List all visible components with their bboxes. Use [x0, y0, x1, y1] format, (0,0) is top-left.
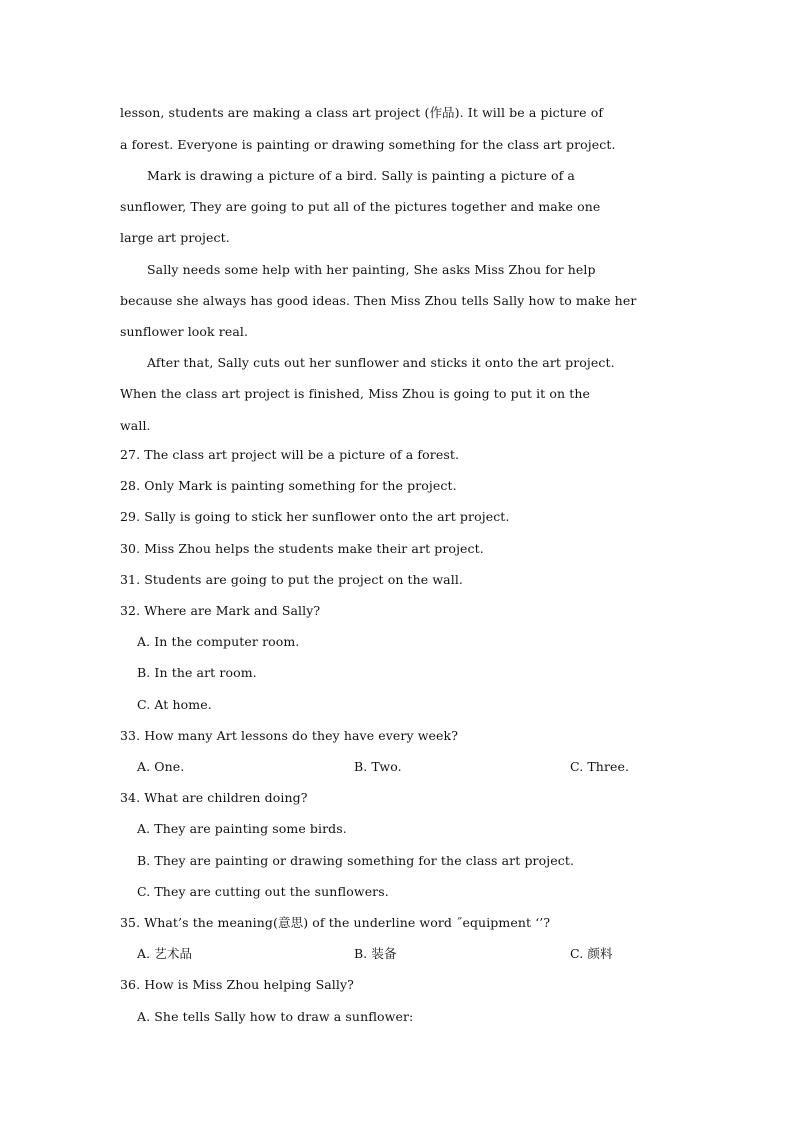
passage-line: sunflower look real. [120, 324, 249, 339]
option-b: B. Two. [354, 759, 402, 774]
option-a: A. She tells Sally how to draw a sunflower: [137, 1009, 414, 1024]
passage-line: When the class art project is finished, Miss Zhou is going to put it on the [120, 386, 590, 401]
passage-line: Sally needs some help with her painting, She asks Miss Zhou for help [147, 262, 596, 277]
statement-30: 30. Miss Zhou helps the students make their art project. [120, 541, 484, 556]
question-text: 33. How many Art lessons do they have every week? [120, 728, 459, 743]
option-b: B. 装备 [354, 946, 397, 961]
passage-line: After that, Sally cuts out her sunflower and sticks it onto the art project. [147, 355, 615, 370]
passage-line: because she always has good ideas. Then Miss Zhou tells Sally how to make her [120, 293, 637, 308]
option-c: C. At home. [137, 697, 212, 712]
option-a: A. In the computer room. [137, 634, 300, 649]
passage-line: Mark is drawing a picture of a bird. Sally is painting a picture of a [147, 168, 575, 183]
option-a: A. They are painting some birds. [137, 821, 347, 836]
option-c: C. They are cutting out the sunflowers. [137, 884, 389, 899]
passage-line: sunflower, They are going to put all of the pictures together and make one [120, 199, 601, 214]
statement-27: 27. The class art project will be a picture of a forest. [120, 447, 460, 462]
question-text: 36. How is Miss Zhou helping Sally? [120, 977, 354, 992]
passage-line: wall. [120, 418, 151, 433]
question-text: 34. What are children doing? [120, 790, 308, 805]
statement-29: 29. Sally is going to stick her sunflower onto the art project. [120, 509, 510, 524]
statement-28: 28. Only Mark is painting something for the project. [120, 478, 457, 493]
question-text: 32. Where are Mark and Sally? [120, 603, 321, 618]
option-a: A. 艺术品 [137, 946, 193, 961]
passage-line: lesson, students are making a class art project (作品). It will be a picture of [120, 105, 604, 120]
passage-line: large art project. [120, 230, 230, 245]
passage-line: a forest. Everyone is painting or drawing something for the class art project. [120, 137, 616, 152]
question-text: 35. What’s the meaning(意思) of the underline word ˝equipment ‘’? [120, 915, 551, 930]
statement-31: 31. Students are going to put the project on the wall. [120, 572, 464, 587]
option-a: A. One. [137, 759, 185, 774]
option-b: B. They are painting or drawing something for the class art project. [137, 853, 575, 868]
option-c: C. 颜料 [570, 946, 613, 961]
option-b: B. In the art room. [137, 665, 257, 680]
option-c: C. Three. [570, 759, 630, 774]
